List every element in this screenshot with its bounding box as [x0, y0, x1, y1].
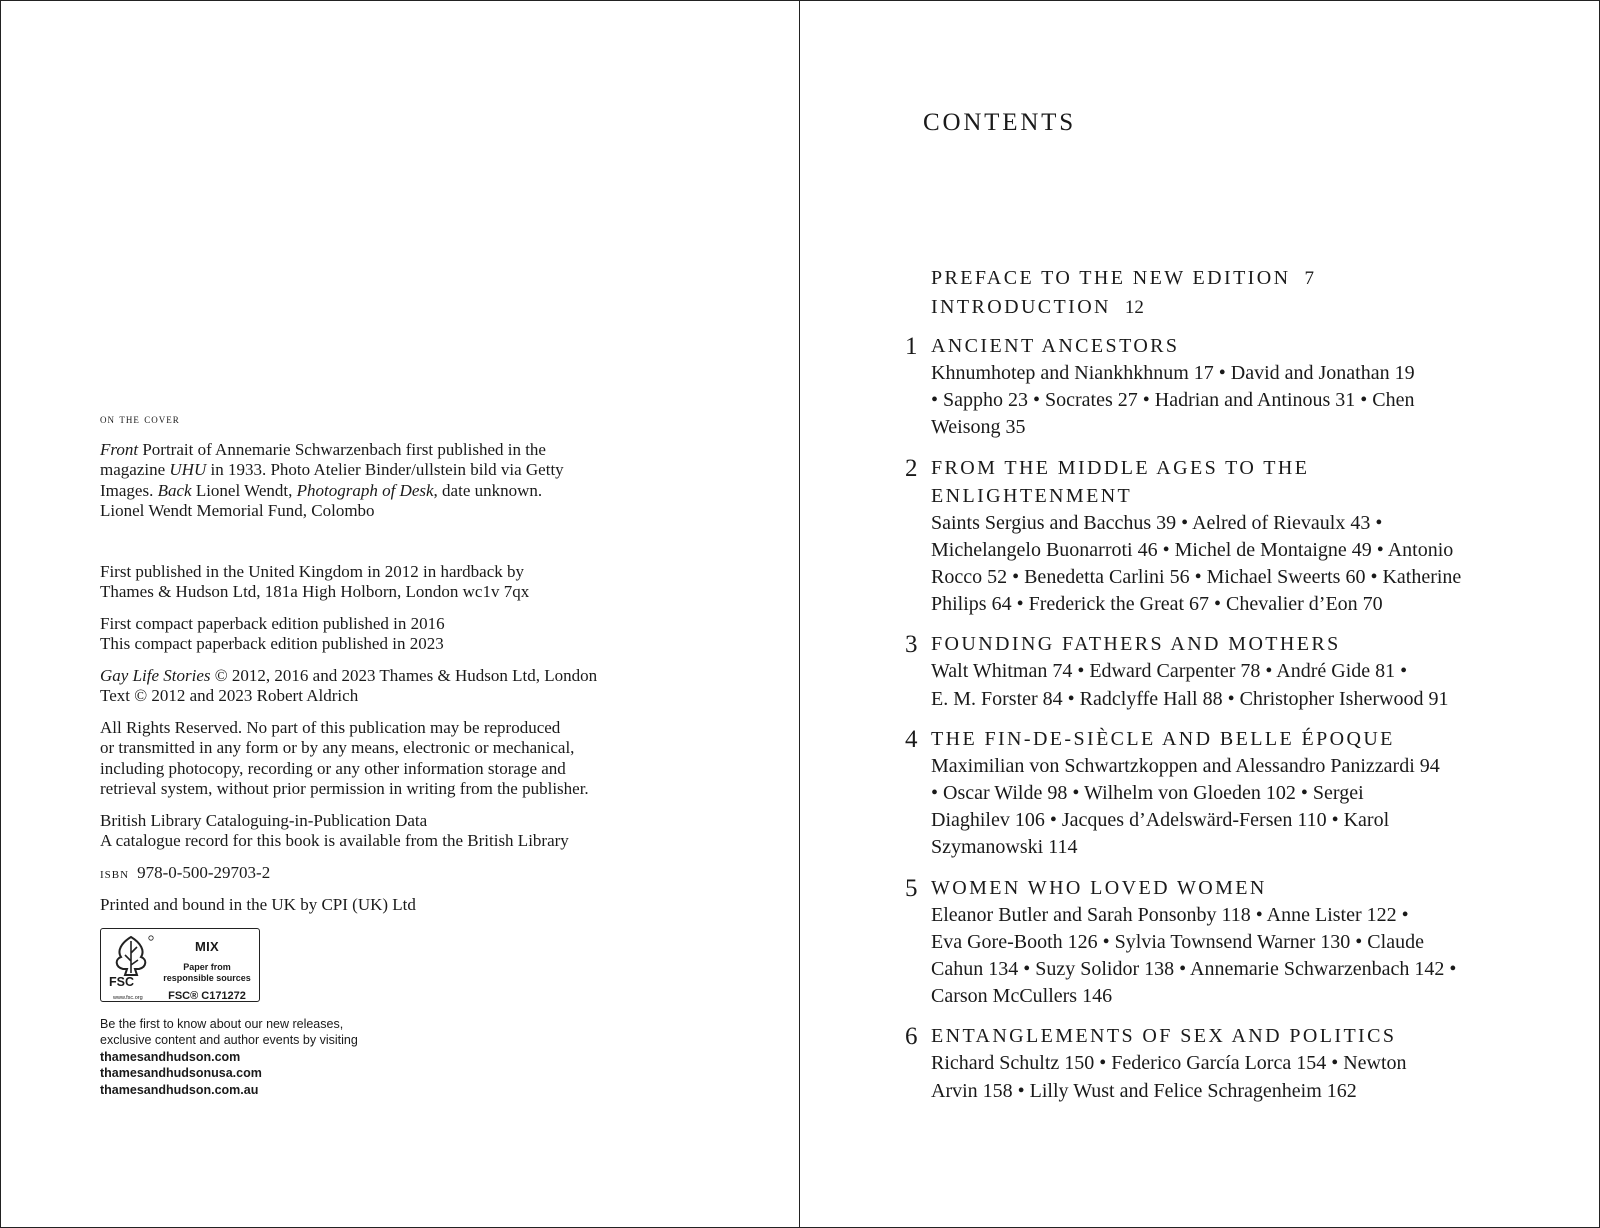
chapter-title — [931, 1022, 1521, 1050]
website-link: thamesandhudson.com.au — [100, 1082, 259, 1097]
rights-line: or transmitted in any form or by any means, electronic or mechanical, — [100, 738, 575, 757]
chapter-title — [931, 630, 1521, 658]
chapter-item-line: • Sappho 23 • Socrates 27 • Hadrian and Antinous 31 • Chen — [931, 389, 1415, 412]
website-link: thamesandhudson.com — [100, 1049, 241, 1064]
chapter-item-line: Maximilian von Schwartzkoppen and Alessandro Panizzardi 94 — [931, 754, 1440, 777]
promo-line: Be the first to know about our new releases, — [100, 1016, 344, 1031]
chapter-item-line: Philips 64 • Frederick the Great 67 • Chevalier d’Eon 70 — [931, 593, 1383, 616]
promo-block — [100, 1016, 660, 1099]
first-published-note — [100, 562, 660, 603]
isbn-line — [100, 863, 660, 885]
text-segment: Portrait of Annemarie Schwarzenbach first published in the — [138, 439, 546, 459]
rights-line: retrieval system, without prior permission in writing from the publisher. — [100, 779, 589, 798]
website-list — [100, 1049, 660, 1099]
rights-line: All Rights Reserved. No part of this publication may be reproduced — [100, 717, 561, 737]
edition-line: First compact paperback edition published in 2016 — [100, 613, 445, 633]
table-of-contents — [905, 264, 1521, 1117]
text-segment: Lionel Wendt, — [191, 480, 297, 500]
chapter-item-line: Szymanowski 114 — [931, 836, 1078, 859]
chapter-title — [931, 454, 1521, 510]
chapter-number: 3 — [905, 631, 918, 659]
text-segment: © 2012, 2016 and 2023 Thames & Hudson Ltd, London — [210, 665, 598, 685]
first-published-line: First published in the United Kingdom in 2012 in hardback by — [100, 561, 525, 581]
cover-credit-line — [100, 440, 660, 461]
chapter-item-line: Walt Whitman 74 • Edward Carpenter 78 • André Gide 81 • — [931, 660, 1408, 683]
fsc-details — [159, 937, 255, 1007]
italic-title: Front — [100, 439, 139, 459]
chapter-items — [931, 510, 1521, 619]
italic-title: Photograph of Desk — [296, 480, 434, 500]
chapter-number: 5 — [905, 874, 918, 902]
cip-line: British Library Cataloguing-in-Publication Data — [100, 810, 428, 830]
chapter-list — [905, 332, 1521, 1105]
chapter-title — [931, 874, 1521, 902]
chapter-items — [931, 902, 1521, 1011]
chapter-number: 6 — [905, 1023, 918, 1051]
chapter-entry — [905, 725, 1521, 862]
entry-page: 12 — [1124, 297, 1144, 318]
chapter-title-line: ENLIGHTENMENT — [931, 484, 1133, 507]
chapter-entry — [905, 332, 1521, 442]
chapter-entry — [905, 1022, 1521, 1104]
italic-title: Gay Life Stories — [100, 665, 211, 685]
text-segment: Text © 2012 and 2023 Robert Aldrich — [100, 686, 359, 705]
copyright-note — [100, 666, 660, 707]
chapter-entry — [905, 630, 1521, 712]
chapter-item-line: Carson McCullers 146 — [931, 985, 1113, 1008]
website-link: thamesandhudsonusa.com — [100, 1066, 262, 1080]
copyright-line — [100, 686, 660, 707]
chapter-items — [931, 360, 1521, 442]
rights-line: including photocopy, recording or any other information storage and — [100, 758, 566, 778]
text-segment: , date unknown. — [433, 480, 543, 500]
italic-title: UHU — [169, 460, 207, 479]
fsc-label — [100, 928, 260, 1002]
cip-line: A catalogue record for this book is available from the British Library — [100, 831, 569, 850]
chapter-number: 4 — [905, 725, 918, 753]
fsc-url: www.fsc.org — [113, 994, 143, 1001]
promo-line: exclusive content and author events by visiting — [100, 1033, 358, 1047]
front-matter-list — [931, 264, 1521, 322]
chapter-title-line: FROM THE MIDDLE AGES TO THE — [931, 456, 1310, 479]
entry-page: 7 — [1304, 268, 1314, 289]
chapter-item-line: E. M. Forster 84 • Radclyffe Hall 88 • Christopher Isherwood 91 — [931, 687, 1449, 710]
chapter-item-line: Arvin 158 • Lilly Wust and Felice Schragenheim 162 — [931, 1079, 1357, 1102]
cover-credit-line — [100, 501, 660, 522]
edition-line: This compact paperback edition published in 2023 — [100, 634, 444, 653]
printer-note: Printed and bound in the UK by CPI (UK) Ltd — [100, 895, 416, 914]
chapter-number: 2 — [905, 454, 918, 482]
contents-title: CONTENTS — [923, 109, 1076, 136]
text-segment: Images. — [100, 480, 158, 500]
chapter-item-line: Richard Schultz 150 • Federico García Lorca 154 • Newton — [931, 1052, 1407, 1075]
text-segment: magazine — [100, 460, 170, 479]
text-segment: in 1933. Photo Atelier Binder/ullstein bild via Getty — [206, 460, 564, 479]
chapter-items — [931, 1050, 1521, 1104]
fsc-paper-text: Paper from responsible sources — [163, 962, 251, 983]
first-published-line: Thames & Hudson Ltd, 181a High Holborn, London wc1v 7qx — [100, 582, 530, 601]
isbn-value: 978-0-500-29703-2 — [137, 862, 271, 882]
chapter-item-line: Khnumhotep and Niankhkhnum 17 • David and Jonathan 19 — [931, 362, 1415, 384]
chapter-item-line: Eva Gore-Booth 126 • Sylvia Townsend Warner 130 • Claude — [931, 930, 1424, 953]
chapter-item-line: Cahun 134 • Suzy Solidor 138 • Annemarie Schwarzenbach 142 • — [931, 958, 1457, 981]
cover-label: on the cover — [100, 411, 180, 426]
chapter-item-line: Saints Sergius and Bacchus 39 • Aelred of Rievaulx 43 • — [931, 511, 1383, 534]
promo-text — [100, 1016, 660, 1049]
fsc-mix: MIX — [194, 938, 219, 954]
chapter-item-line: Diaghilev 106 • Jacques d’Adelswärd-Fersen 110 • Karol — [931, 809, 1390, 832]
chapter-items — [931, 658, 1521, 712]
italic-title: Back — [157, 480, 192, 500]
rights-note — [100, 718, 660, 800]
chapter-entry — [905, 454, 1521, 619]
chapter-items — [931, 753, 1521, 862]
text-segment: Lionel Wendt Memorial Fund, Colombo — [100, 501, 375, 520]
cover-credits — [100, 440, 660, 522]
copyright-line — [100, 666, 660, 687]
front-matter-entry — [931, 264, 1521, 293]
chapter-title — [931, 725, 1521, 753]
fsc-word: FSC — [109, 974, 134, 989]
cip-note — [100, 811, 660, 852]
page-gutter — [799, 1, 800, 1227]
chapter-title-line: ANCIENT ANCESTORS — [931, 335, 1180, 357]
chapter-title-line: THE FIN-DE-SIÈCLE AND BELLE ÉPOQUE — [931, 727, 1395, 750]
chapter-title-line: FOUNDING FATHERS AND MOTHERS — [931, 633, 1341, 656]
chapter-item-line: Eleanor Butler and Sarah Ponsonby 118 • Anne Lister 122 • — [931, 903, 1409, 926]
entry-title: INTRODUCTION — [931, 296, 1111, 318]
chapter-item-line: • Oscar Wilde 98 • Wilhelm von Gloeden 102 • Sergei — [931, 782, 1364, 805]
front-matter-entry — [931, 293, 1521, 322]
cover-credit-line — [100, 460, 660, 481]
chapter-entry — [905, 874, 1521, 1011]
chapter-number: 1 — [905, 333, 918, 360]
isbn-label: isbn — [100, 865, 130, 882]
chapter-title-line: ENTANGLEMENTS OF SEX AND POLITICS — [931, 1025, 1397, 1048]
fsc-code: FSC® C171272 — [168, 990, 246, 1002]
chapter-title — [931, 332, 1521, 360]
entry-title: PREFACE TO THE NEW EDITION — [931, 267, 1291, 289]
imprint-block — [100, 409, 660, 1098]
chapter-title-line: WOMEN WHO LOVED WOMEN — [931, 876, 1267, 899]
chapter-item-line: Rocco 52 • Benedetta Carlini 56 • Michael Sweerts 60 • Katherine — [931, 566, 1462, 589]
chapter-item-line: Weisong 35 — [931, 416, 1026, 439]
chapter-item-line: Michelangelo Buonarroti 46 • Michel de Montaigne 49 • Antonio — [931, 538, 1454, 561]
edition-note — [100, 614, 660, 655]
cover-credit-line — [100, 481, 660, 502]
